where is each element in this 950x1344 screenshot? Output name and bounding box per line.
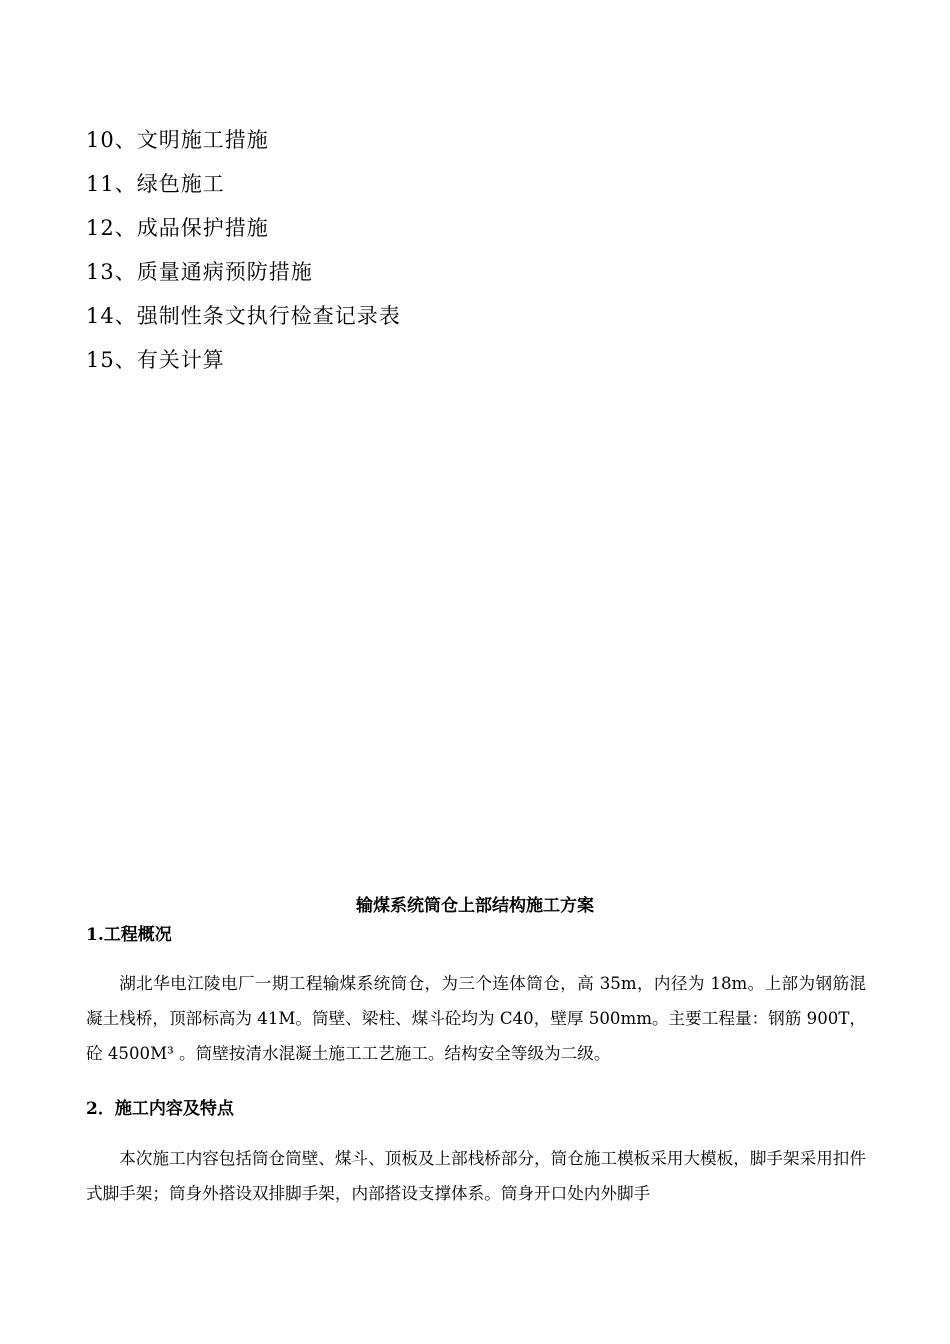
toc-item: 12、成品保护措施 [86, 216, 269, 240]
section-heading-scope: 2．施工内容及特点 [86, 1099, 234, 1119]
toc-item: 14、强制性条文执行检查记录表 [86, 304, 401, 328]
toc-item: 13、质量通病预防措施 [86, 260, 313, 284]
document-title: 输煤系统筒仓上部结构施工方案 [356, 896, 594, 916]
toc-item: 15、有关计算 [86, 348, 225, 372]
toc-item: 11、绿色施工 [86, 172, 225, 196]
section-paragraph-scope: 本次施工内容包括筒仓筒壁、煤斗、顶板及上部栈桥部分，筒仓施工模板采用大模板，脚手架采用扣件式脚手架；筒身外搭设双排脚手架，内部搭设支撑体系。筒身开口处内外脚手 [86, 1149, 866, 1203]
table-of-contents [86, 118, 786, 382]
toc-item: 10、文明施工措施 [86, 128, 269, 152]
section-heading-overview: 1.工程概况 [86, 925, 172, 945]
section-paragraph-overview: 湖北华电江陵电厂一期工程输煤系统筒仓，为三个连体筒仓，高 35m，内径为 18m。上部为钢筋混凝土栈桥，顶部标高为 41M。筒壁、梁柱、煤斗砼均为 C40，壁厚 500mm。主要工程量：钢筋 900T，砼 4500M³ 。筒壁按清水混凝土施工工艺施工。结构安全等级为二级。 [86, 974, 866, 1063]
